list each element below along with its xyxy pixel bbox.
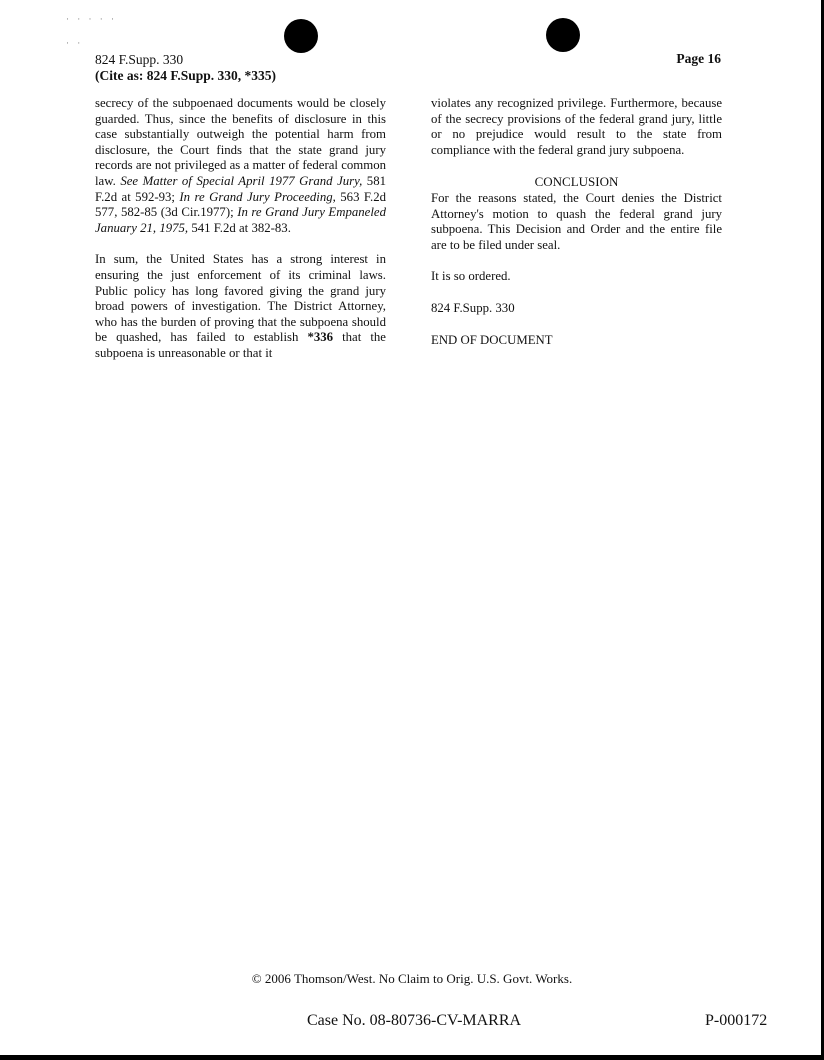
page-border-bottom: [0, 1055, 824, 1060]
text-segment: 581 F.2d at 592-93;: [95, 173, 386, 204]
text-segment: 541 F.2d at 382-83.: [188, 220, 291, 235]
reporter-citation: 824 F.Supp. 330: [95, 52, 184, 67]
cite-as-line: (Cite as: 824 F.Supp. 330, *335): [95, 68, 277, 83]
end-of-document: END OF DOCUMENT: [431, 332, 553, 347]
case-citation: See Matter of Special April 1977 Grand Jury,: [120, 173, 363, 188]
paragraph-privilege: [95, 96, 386, 236]
paragraph-in-sum: [95, 252, 386, 361]
punch-hole-right: [546, 18, 580, 52]
case-citation: In re Grand Jury Proceeding,: [179, 189, 336, 204]
scan-speck: · ·: [66, 38, 84, 48]
conclusion-heading: CONCLUSION: [534, 174, 619, 190]
scan-speck: · · · · ·: [66, 14, 117, 24]
closing-citation: 824 F.Supp. 330: [431, 300, 515, 315]
order-statement: It is so ordered.: [431, 269, 511, 284]
right-column: [431, 96, 722, 364]
left-column: [95, 96, 386, 378]
text-segment: secrecy of the subpoenaed documents would be closely guarded. Thus, since the benefits of disclosure in this case substantially outweigh the potential harm from disclosure, the Court finds that the state grand jury records are not privileged as a matter of federal common law.: [95, 96, 386, 188]
punch-hole-left: [284, 19, 318, 53]
text-segment: that the subpoena is unreasonable or that it: [95, 330, 386, 360]
case-number: Case No. 08-80736-CV-MARRA: [307, 1012, 522, 1029]
page-number: Page 16: [676, 51, 721, 66]
document-header: [95, 52, 276, 84]
text-segment: In sum, the United States has a strong interest in ensuring the just enforcement of its criminal laws. Public policy has long favored giving the grand jury broad powers of investigation. The District Attorney, who has the burden of proving that the subpoena should be quashed, has failed to establish: [95, 252, 386, 345]
bates-number: P-000172: [705, 1012, 768, 1029]
paragraph-privilege-continued: violates any recognized privilege. Furthermore, because of the secrecy provisions of the federal grand jury, little or no prejudice would result to the state from compliance with the federal grand jury subpoena.: [431, 96, 722, 157]
star-page-marker: *336: [307, 330, 334, 345]
case-citation: In re Grand Jury Empaneled January 21, 1975,: [95, 205, 386, 235]
paragraph-conclusion: For the reasons stated, the Court denies the District Attorney's motion to quash the federal grand jury subpoena. This Decision and Order and the entire file are to be filed under seal.: [431, 190, 722, 252]
copyright-notice: © 2006 Thomson/West. No Claim to Orig. U.S. Govt. Works.: [251, 971, 573, 986]
text-segment: 563 F.2d 577, 582-85 (3d Cir.1977);: [95, 189, 386, 220]
